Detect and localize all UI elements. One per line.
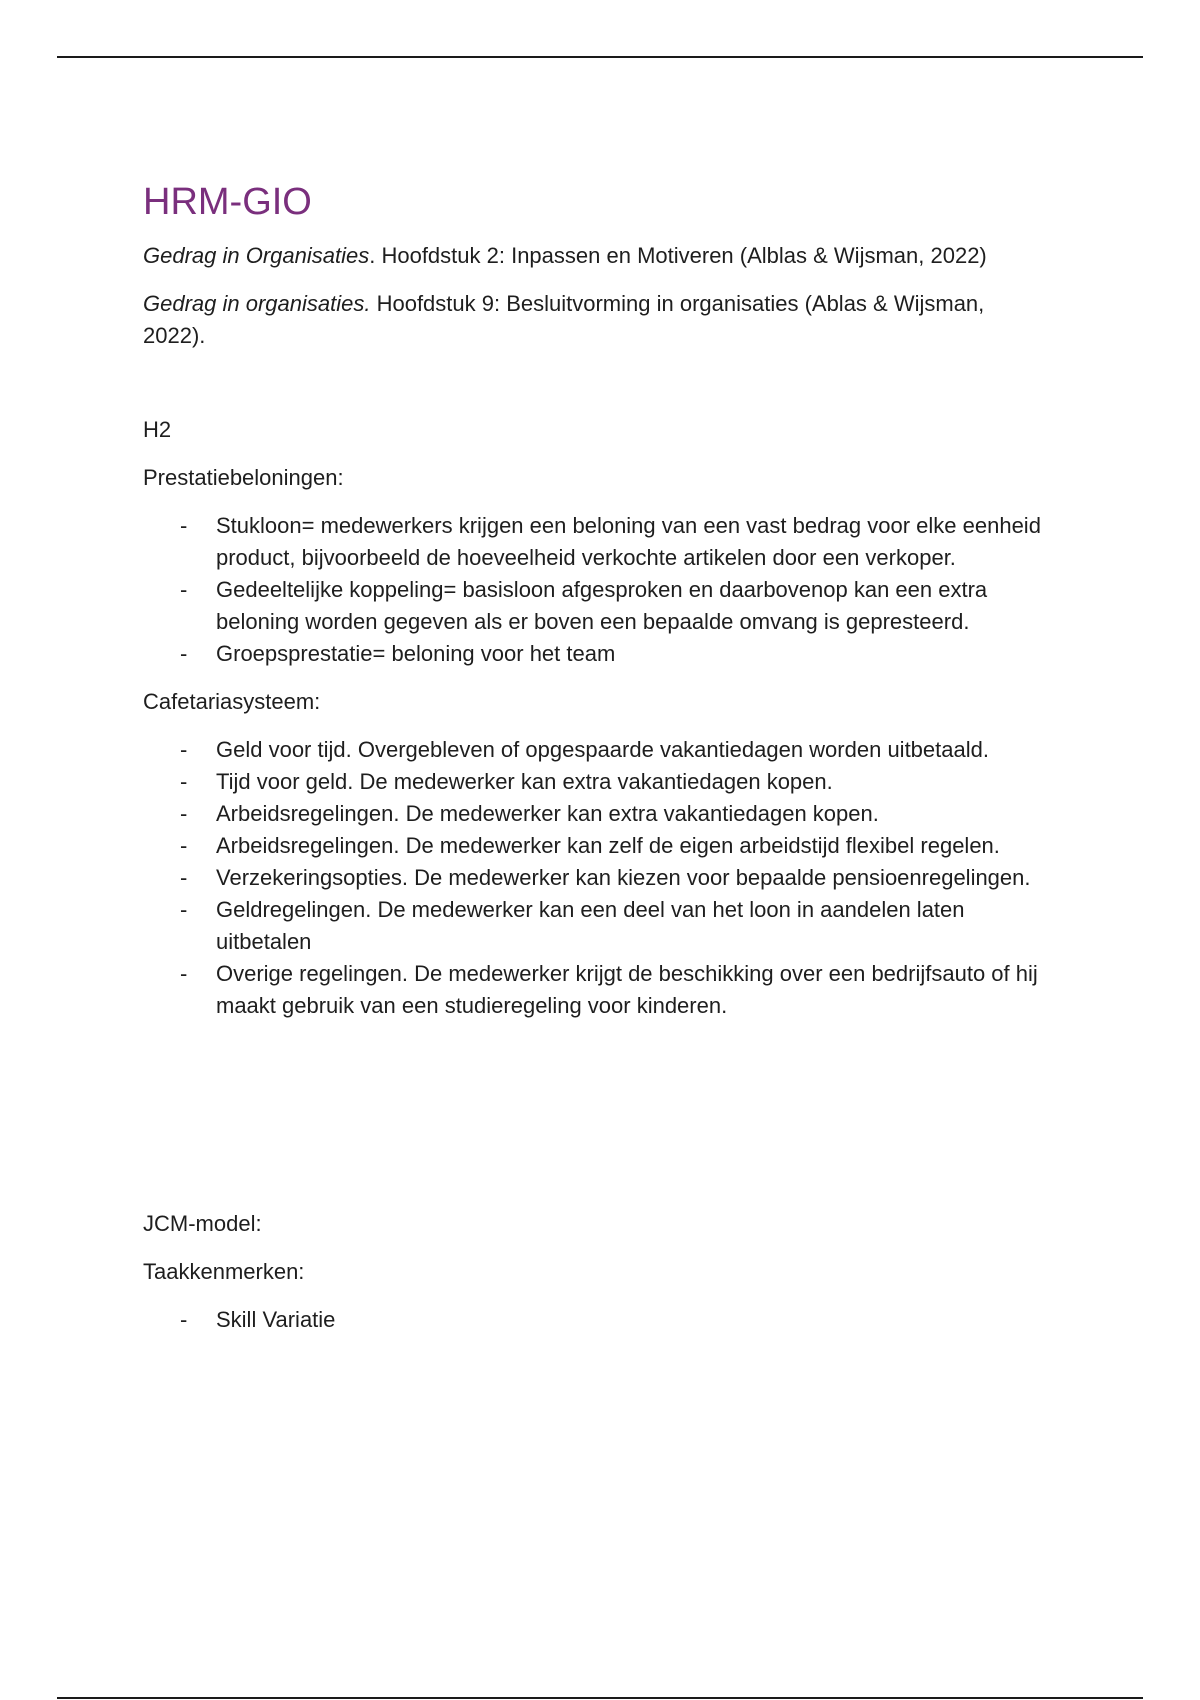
list-item [143,1304,1043,1336]
list-item [143,862,1043,894]
list-item [143,798,1043,830]
bullet-dash: - [180,833,188,858]
prestatie-label: Prestatiebeloningen: [143,465,344,490]
bullet-dash: - [180,801,188,826]
list-item [143,766,1043,798]
jcm-label: JCM-model: [143,1211,262,1236]
list-item-text: Skill Variatie [216,1307,336,1332]
list-item-text: Arbeidsregelingen. De medewerker kan extra vakantiedagen kopen. [216,801,879,826]
list-item [143,958,1043,1022]
reference-2 [143,288,1043,352]
bullet-dash: - [180,641,188,666]
section-heading: H2 [143,417,172,442]
list-item [143,574,1043,638]
page-bottom-rule [57,1697,1143,1699]
bullet-dash: - [180,577,188,602]
bullet-dash: - [180,961,188,986]
bullet-dash: - [180,769,188,794]
bullet-dash: - [180,737,188,762]
taakkenmerken-label: Taakkenmerken: [143,1259,305,1284]
reference-2-text: Hoofdstuk 9: Besluitvorming in organisaties (Ablas & Wijsman, 2022). [143,291,985,348]
reference-2-italic: Gedrag in organisaties. [143,291,371,316]
list-item-text: Verzekeringsopties. De medewerker kan kiezen voor bepaalde pensioenregelingen. [216,865,1031,890]
reference-1 [143,240,1043,272]
list-item-text: Geld voor tijd. Overgebleven of opgespaarde vakantiedagen worden uitbetaald. [216,737,989,762]
bullet-dash: - [180,865,188,890]
cafetaria-label: Cafetariasysteem: [143,689,321,714]
document-title: HRM-GIO [143,181,312,223]
list-item [143,734,1043,766]
list-item-text: Stukloon= medewerkers krijgen een beloning van een vast bedrag voor elke eenheid product, bijvoorbeeld de hoeveelheid verkochte artikelen door een verkoper. [216,513,1041,570]
list-item [143,510,1043,574]
list-item-text: Geldregelingen. De medewerker kan een deel van het loon in aandelen laten uitbetalen [216,897,965,954]
list-item-text: Overige regelingen. De medewerker krijgt de beschikking over een bedrijfsauto of hij maakt gebruik van een studieregeling voor kinderen. [216,961,1038,1018]
prestatie-list [143,510,1043,670]
list-item-text: Arbeidsregelingen. De medewerker kan zelf de eigen arbeidstijd flexibel regelen. [216,833,1000,858]
list-item [143,830,1043,862]
list-item [143,894,1043,958]
list-item-text: Gedeeltelijke koppeling= basisloon afgesproken en daarbovenop kan een extra beloning worden gegeven als er boven een bepaalde omvang is gepresteerd. [216,577,988,634]
list-item-text: Tijd voor geld. De medewerker kan extra vakantiedagen kopen. [216,769,833,794]
bullet-dash: - [180,1307,188,1332]
page-top-rule [57,56,1143,58]
bullet-dash: - [180,513,188,538]
bullet-dash: - [180,897,188,922]
document-body [143,178,1043,1336]
jcm-list [143,1304,1043,1336]
cafetaria-list [143,734,1043,1022]
reference-1-italic: Gedrag in Organisaties [143,243,370,268]
reference-1-text: . Hoofdstuk 2: Inpassen en Motiveren (Alblas & Wijsman, 2022) [369,243,987,268]
list-item-text: Groepsprestatie= beloning voor het team [216,641,616,666]
list-item [143,638,1043,670]
